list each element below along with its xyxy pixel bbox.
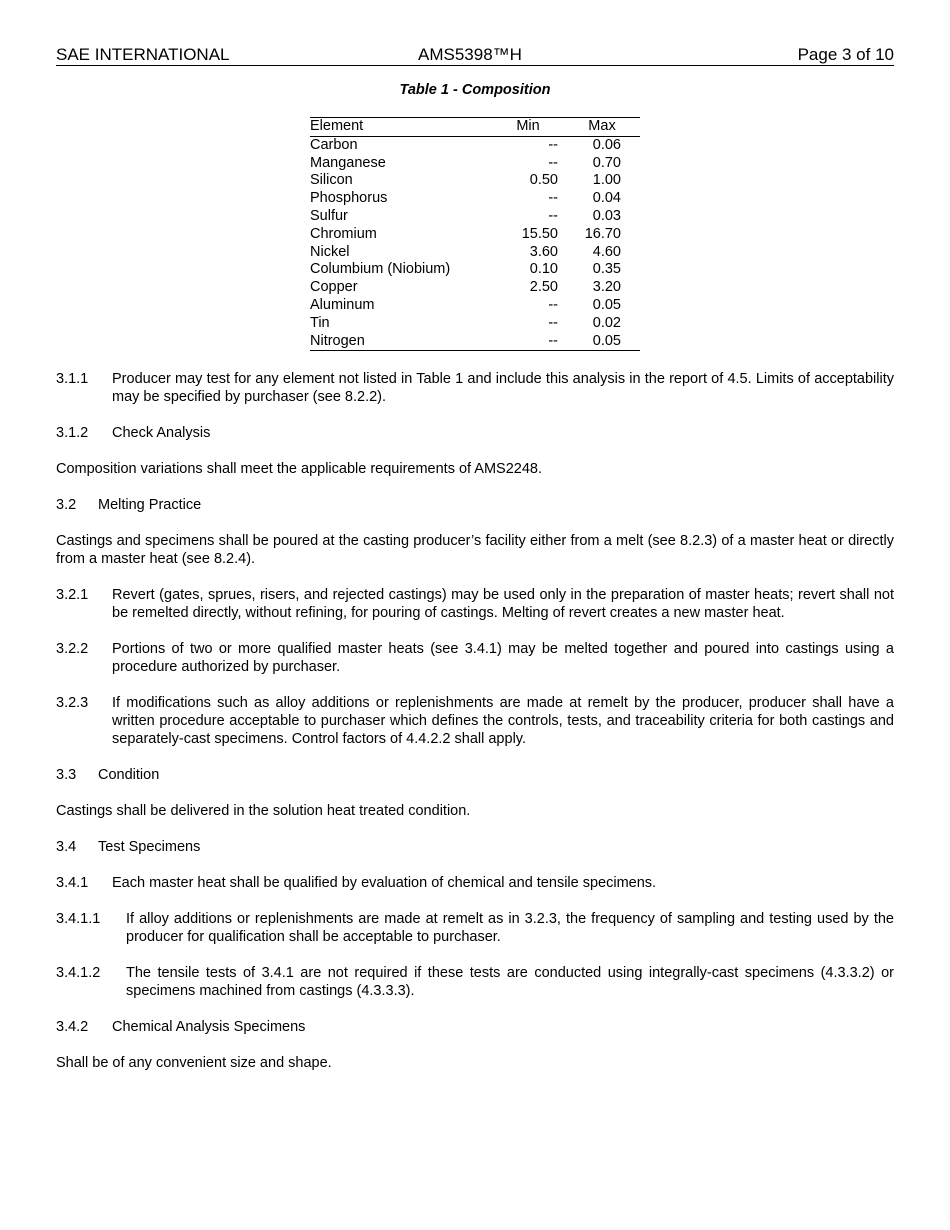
section-heading: Melting Practice — [98, 497, 202, 514]
section-text: If alloy additions or replenishments are made at remelt as in 3.2.3, the frequency of sampling and testing used by the producer for qualification shall be acceptable to purchaser. — [126, 911, 894, 946]
cell-element: Chromium — [310, 225, 377, 242]
section-heading: Condition — [98, 767, 160, 784]
cell-element: Phosphorus — [310, 190, 388, 207]
table-row — [310, 244, 640, 262]
section-text: The tensile tests of 3.4.1 are not required if these tests are conducted using integrally-cast specimens (4.3.3.2) or specimens machined from castings (4.3.3.3). — [126, 965, 894, 1000]
table-body — [310, 136, 640, 351]
cell-min: -- — [548, 207, 558, 224]
table-row — [310, 172, 640, 190]
cell-max: 0.06 — [592, 136, 621, 153]
cell-element: Manganese — [310, 154, 386, 171]
section-number: 3.2.1 — [56, 587, 89, 604]
header-page-number: Page 3 of 10 — [797, 45, 894, 64]
cell-min: 0.10 — [529, 261, 558, 278]
table-row — [310, 261, 640, 279]
section-number: 3.2 — [56, 497, 77, 514]
paragraph-condition: Castings shall be delivered in the solution heat treated condition. — [56, 803, 471, 820]
table-row — [310, 136, 640, 154]
table-row — [310, 333, 640, 351]
section-number: 3.2.2 — [56, 641, 89, 658]
table-row — [310, 279, 640, 297]
cell-min: -- — [548, 332, 558, 349]
section-3-1-1 — [56, 370, 894, 406]
cell-max: 4.60 — [592, 243, 621, 260]
header-doc-number: AMS5398™H — [418, 45, 522, 64]
cell-element: Columbium (Niobium) — [310, 261, 451, 278]
cell-min: -- — [548, 154, 558, 171]
table-row — [310, 315, 640, 333]
cell-element: Silicon — [310, 172, 353, 189]
section-number: 3.4.1.1 — [56, 911, 101, 928]
section-number: 3.4.2 — [56, 1019, 89, 1036]
cell-max: 1.00 — [592, 172, 621, 189]
document-body — [56, 370, 894, 1072]
cell-element: Aluminum — [310, 296, 375, 313]
section-number: 3.4.1.2 — [56, 965, 101, 982]
cell-max: 3.20 — [592, 279, 621, 296]
cell-element: Nitrogen — [310, 332, 365, 349]
section-3-4-2 — [56, 1018, 894, 1036]
section-text: Each master heat shall be qualified by evaluation of chemical and tensile specimens. — [112, 875, 657, 892]
cell-min: -- — [548, 296, 558, 313]
composition-table — [310, 117, 640, 351]
table-row — [310, 297, 640, 315]
cell-max: 0.02 — [592, 314, 621, 331]
cell-max: 0.35 — [592, 261, 621, 278]
cell-element: Carbon — [310, 136, 358, 153]
section-text: Portions of two or more qualified master heats (see 3.4.1) may be melted together and poured into castings using a procedure authorized by purchaser. — [112, 641, 894, 676]
cell-element: Tin — [310, 314, 330, 331]
cell-max: 0.05 — [592, 332, 621, 349]
section-3-4-1 — [56, 874, 894, 892]
section-text: If modifications such as alloy additions or replenishments are made at remelt by the producer, producer shall have a written procedure acceptable to purchaser which defines the controls, tests, and traceability criteria for both castings and separately-cast specimens. Control factors of 4.4.2.2 shall apply. — [112, 695, 894, 748]
section-text: Producer may test for any element not listed in Table 1 and include this analysis in the report of 4.5. Limits of acceptability may be specified by purchaser (see 8.2.2). — [112, 371, 894, 406]
section-3-1-2 — [56, 424, 894, 442]
header-publisher: SAE INTERNATIONAL — [56, 45, 230, 64]
cell-min: -- — [548, 190, 558, 207]
cell-element: Sulfur — [310, 207, 348, 224]
cell-min: 15.50 — [521, 225, 558, 242]
column-header-min: Min — [516, 118, 540, 134]
section-heading: Check Analysis — [112, 425, 211, 442]
table-header-row — [310, 118, 640, 137]
cell-min: 2.50 — [529, 279, 558, 296]
page-header — [56, 44, 894, 66]
section-number: 3.3 — [56, 767, 77, 784]
cell-max: 0.04 — [592, 190, 621, 207]
section-3-2-3 — [56, 694, 894, 748]
paragraph-check-analysis: Composition variations shall meet the applicable requirements of AMS2248. — [56, 461, 543, 478]
cell-min: 3.60 — [529, 243, 558, 260]
section-heading: Test Specimens — [98, 839, 201, 856]
section-3-4 — [56, 838, 894, 856]
section-3-4-1-1 — [56, 910, 894, 946]
section-3-2-1 — [56, 586, 894, 622]
table-row — [310, 190, 640, 208]
cell-element: Copper — [310, 279, 358, 296]
cell-min: -- — [548, 136, 558, 153]
section-text: Revert (gates, sprues, risers, and rejected castings) may be used only in the preparation of master heats; revert shall not be remelted directly, without refining, for pouring of castings. Melting of revert creates a new master heat. — [112, 587, 894, 622]
cell-element: Nickel — [310, 243, 350, 260]
cell-max: 0.70 — [592, 154, 621, 171]
table-row — [310, 208, 640, 226]
cell-min: 0.50 — [529, 172, 558, 189]
document-page — [56, 44, 894, 1090]
paragraph-chemical-specimens: Shall be of any convenient size and shape. — [56, 1055, 332, 1072]
table-row — [310, 155, 640, 173]
cell-min: -- — [548, 314, 558, 331]
paragraph-melting-practice: Castings and specimens shall be poured at the casting producer’s facility either from a melt (see 8.2.3) of a master heat or directly from a master heat (see 8.2.4). — [56, 533, 894, 568]
cell-max: 16.70 — [584, 225, 621, 242]
section-number: 3.1.1 — [56, 371, 89, 388]
section-3-3 — [56, 766, 894, 784]
column-header-element: Element — [310, 118, 364, 134]
section-number: 3.4 — [56, 839, 77, 856]
table-title: Table 1 - Composition — [399, 82, 551, 98]
section-number: 3.1.2 — [56, 425, 89, 442]
section-3-2 — [56, 496, 894, 514]
section-3-4-1-2 — [56, 964, 894, 1000]
section-heading: Chemical Analysis Specimens — [112, 1019, 306, 1036]
table-row — [310, 226, 640, 244]
cell-max: 0.05 — [592, 296, 621, 313]
column-header-max: Max — [588, 118, 616, 134]
cell-max: 0.03 — [592, 207, 621, 224]
section-3-2-2 — [56, 640, 894, 676]
section-number: 3.2.3 — [56, 695, 89, 712]
section-number: 3.4.1 — [56, 875, 89, 892]
